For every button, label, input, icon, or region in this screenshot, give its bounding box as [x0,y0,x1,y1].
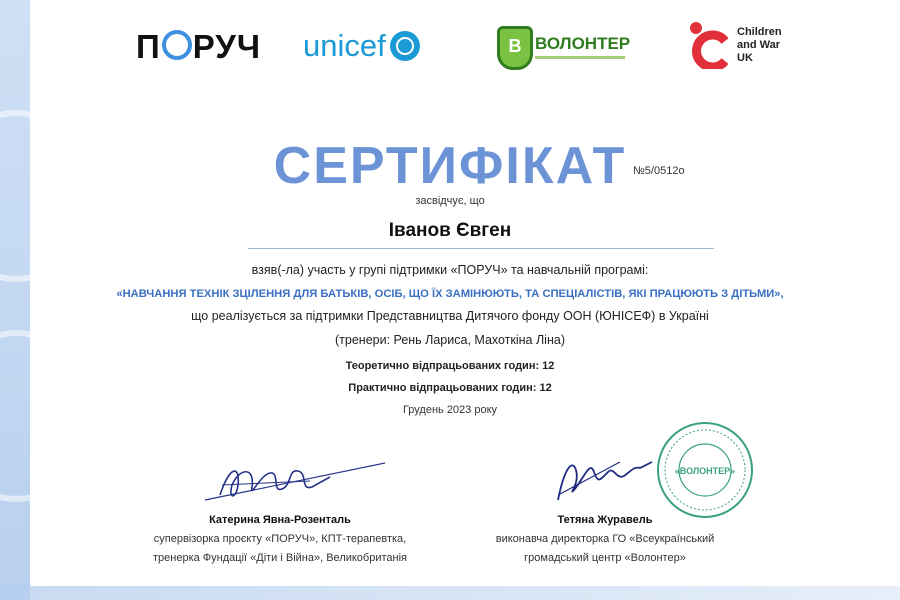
signature-2-image [550,450,660,510]
bottom-decorative-band [30,586,900,600]
certificate-number: №5/0512о [633,165,685,177]
poruch-logo [136,28,261,66]
volonter-tagline-bar [535,56,625,59]
seal-text: «ВОЛОНТЕР» [674,466,736,476]
signer-2-name: Тетяна Журавель [557,514,653,526]
practice-hours: Практично відпрацьованих годин: 12 [348,382,552,394]
unicef-logo-text: unicef [303,28,386,63]
implemented-text: що реалізується за підтримки Представництва Дитячого фонду ООН (ЮНІСЕФ) в Україні [191,309,709,323]
recipient-name: Іванов Євген [388,220,512,241]
name-underline [248,248,714,249]
signer-2-role-line1: виконавча директорка ГО «Всеукраїнський [495,533,715,545]
issue-date: Грудень 2023 року [402,404,498,416]
children-and-war-mark-icon [687,19,731,69]
volonter-logo-text: ВОЛОНТЕР [535,34,631,53]
certificate-title: СЕРТИФІКАТ [273,137,627,195]
certificate-sheet [30,0,900,600]
poruch-logo-prefix: П [136,28,161,65]
volonter-shield-icon: В [497,26,533,70]
certifies-text: засвідчує, що [415,195,485,207]
theory-hours: Теоретично відпрацьованих годин: 12 [345,360,555,372]
signature-1-image [200,455,390,510]
trainers-text: (тренери: Рень Лариса, Махоткіна Ліна) [335,333,565,347]
unicef-globe-icon [390,31,420,61]
participation-text: взяв(-ла) участь у групі підтримки «ПОРУЧ» та навчальній програмі: [251,263,649,277]
organization-seal-image [655,420,755,520]
signer-1-role-line1: супервізорка проєкту «ПОРУЧ», КПТ-терапевтка, [153,533,407,545]
poruch-logo-suffix: РУЧ [192,28,262,65]
program-title: «НАВЧАННЯ ТЕХНІК ЗЦІЛЕННЯ ДЛЯ БАТЬКІВ, ОСІБ, ЩО ЇХ ЗАМІНЮЮТЬ, ТА СПЕЦІАЛІСТІВ, ЯКІ ПРАЦЮЮТЬ З ДІТЬМИ», [116,288,784,300]
certificate-title-block [0,136,900,196]
signer-1-role-line2: тренерка Фундації «Діти і Війна», Великобританія [152,552,407,564]
signer-1-name: Катерина Явна-Розенталь [209,514,351,526]
unicef-logo [303,28,420,64]
signer-2-role-line2: громадський центр «Волонтер» [524,552,686,564]
children-and-war-logo-text: Children and War UK [737,26,782,64]
poruch-ring-icon [162,30,192,60]
